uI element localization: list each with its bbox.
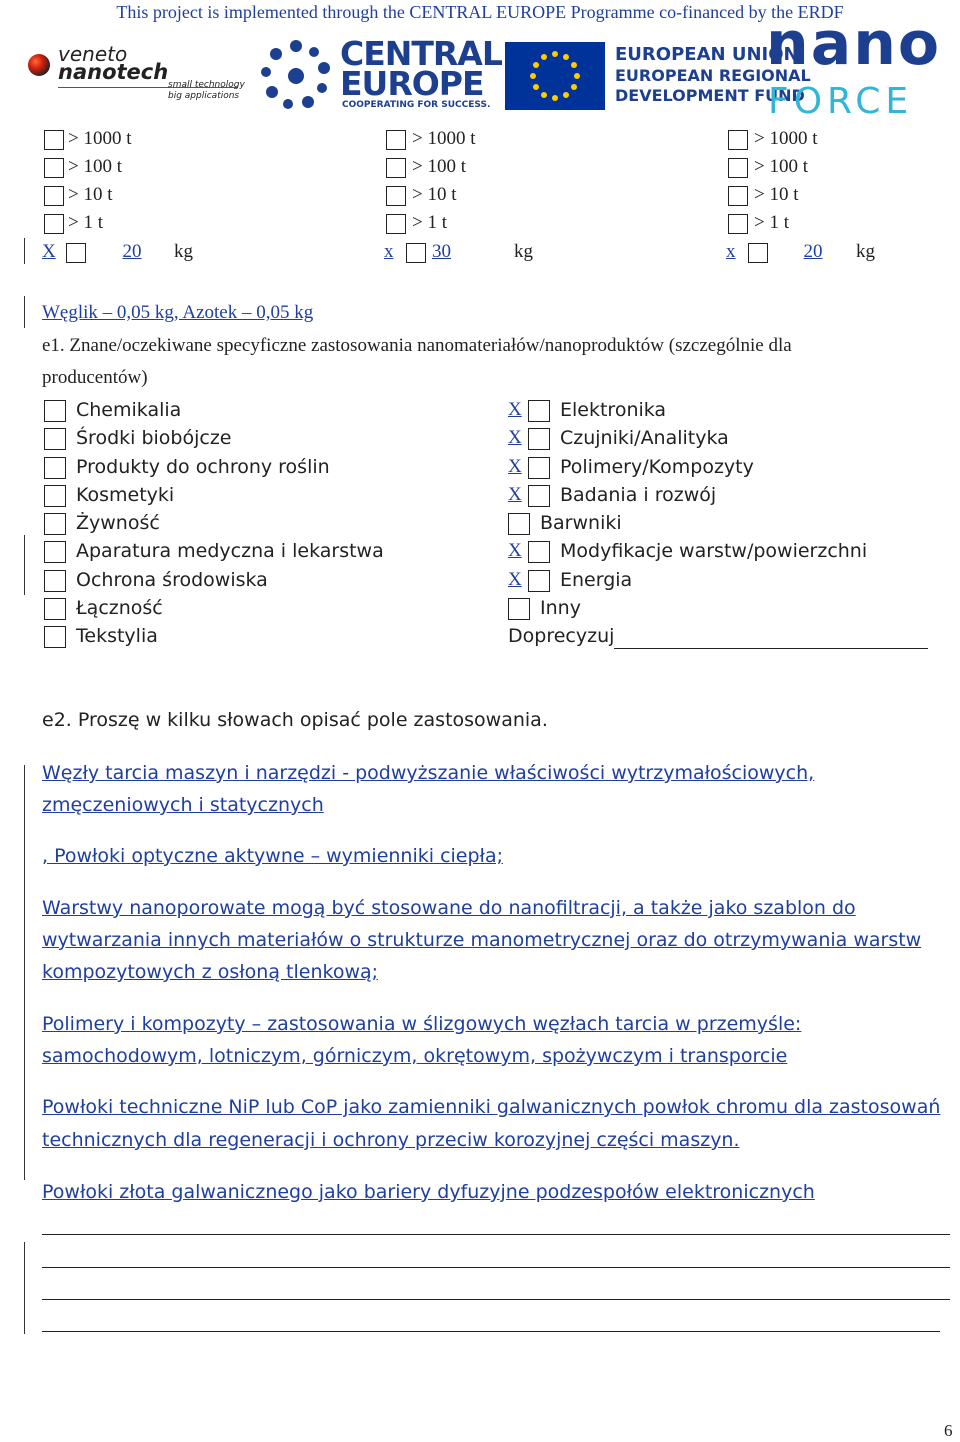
- amount-col2[interactable]: [432, 241, 508, 263]
- checkbox-tekstylia[interactable]: [44, 626, 66, 648]
- option-label: > 1 t: [754, 212, 789, 233]
- checkbox-energia[interactable]: [528, 570, 550, 592]
- option-label: > 1 t: [68, 212, 103, 233]
- amount-value: 30: [432, 241, 451, 262]
- amount-value: 20: [122, 241, 142, 262]
- checkbox-1t-col1[interactable]: [44, 214, 64, 234]
- item-label: Tekstylia: [76, 625, 158, 647]
- central-europe-logo: [256, 34, 502, 114]
- checkbox-10t-col2[interactable]: [386, 186, 406, 206]
- change-bar: [24, 535, 25, 595]
- eu-text-1: EUROPEAN UNION: [615, 44, 799, 65]
- checkbox-chemikalia[interactable]: [44, 400, 66, 422]
- checkbox-barwniki[interactable]: [508, 513, 530, 535]
- specify-label: Doprecyzuj: [508, 625, 615, 647]
- eu-text-3: DEVELOPMENT FUND: [615, 86, 805, 105]
- answer-line: zmęczeniowych i statycznych: [42, 794, 324, 816]
- specify-input-line[interactable]: [614, 648, 928, 649]
- mark-modyfikacje: X: [508, 540, 522, 561]
- checkbox-10t-col1[interactable]: [44, 186, 64, 206]
- checkbox-zywnosc[interactable]: [44, 513, 66, 535]
- answer-line: Powłoki techniczne NiP lub CoP jako zamienniki galwanicznych powłok chromu dla zastosowań: [42, 1096, 941, 1118]
- option-label: > 10 t: [754, 184, 799, 205]
- composition-note: Węglik – 0,05 kg, Azotek – 0,05 kg: [42, 302, 314, 323]
- checkbox-ochrona-srodowiska[interactable]: [44, 570, 66, 592]
- answer-line: technicznych dla regeneracji i ochrony przeciw korozyjnej części maszyn.: [42, 1129, 740, 1151]
- answer-line: Polimery i kompozyty – zastosowania w ślizgowych węzłach tarcia w przemyśle:: [42, 1013, 802, 1035]
- item-label: Czujniki/Analityka: [560, 427, 729, 449]
- answer-line: Węzły tarcia maszyn i narzędzi - podwyższanie właściwości wytrzymałościowych,: [42, 762, 815, 784]
- option-label: > 100 t: [754, 156, 808, 177]
- unit-col2: kg: [514, 241, 533, 262]
- checkbox-polimery[interactable]: [528, 457, 550, 479]
- checkbox-lacznosc[interactable]: [44, 598, 66, 620]
- change-bar: [24, 1242, 25, 1334]
- checkbox-badania[interactable]: [528, 485, 550, 507]
- amount-value: 20: [803, 241, 823, 262]
- e1-question-line1: e1. Znane/oczekiwane specyficzne zastosowania nanomateriałów/nanoproduktów (szczególnie dla: [42, 335, 792, 356]
- option-label: > 1 t: [412, 212, 447, 233]
- blank-answer-line[interactable]: [42, 1299, 950, 1300]
- item-label: Produkty do ochrony roślin: [76, 456, 330, 478]
- nanotech-text: nanotech: [58, 60, 169, 84]
- checkbox-100t-col1[interactable]: [44, 158, 64, 178]
- option-label: > 100 t: [412, 156, 466, 177]
- veneto-nanotech-logo: [22, 40, 245, 110]
- option-label: > 10 t: [68, 184, 113, 205]
- item-label: Żywność: [76, 512, 160, 534]
- sphere-icon: [28, 54, 50, 76]
- mark-polimery: X: [508, 456, 522, 477]
- checkbox-kg-col3[interactable]: [748, 243, 768, 263]
- e2-question: e2. Proszę w kilku słowach opisać pole zastosowania.: [42, 709, 548, 731]
- checkbox-1000t-col2[interactable]: [386, 130, 406, 150]
- blank-answer-line[interactable]: [42, 1234, 950, 1235]
- checkbox-kg-col1[interactable]: [66, 243, 86, 263]
- amount-col1[interactable]: [96, 241, 168, 263]
- option-label: > 100 t: [68, 156, 122, 177]
- checkbox-1t-col2[interactable]: [386, 214, 406, 234]
- option-label: > 1000 t: [412, 128, 476, 149]
- item-label: Modyfikacje warstw/powierzchni: [560, 540, 868, 562]
- checkbox-inny[interactable]: [508, 598, 530, 620]
- answer-line: Warstwy nanoporowate mogą być stosowane do nanofiltracji, a także jako szablon do: [42, 897, 856, 919]
- amount-col3[interactable]: [776, 241, 850, 263]
- force-text: FORCE: [768, 81, 914, 122]
- nano-text: nano: [766, 9, 942, 79]
- answer-line: samochodowym, lotniczym, górniczym, okrętowym, spożywczym i transporcie: [42, 1045, 788, 1067]
- mark-col1: X: [42, 241, 56, 262]
- mark-col2: x: [384, 241, 394, 262]
- checkbox-100t-col3[interactable]: [728, 158, 748, 178]
- checkbox-aparatura-medyczna[interactable]: [44, 541, 66, 563]
- star-swirl-icon: [256, 36, 336, 116]
- option-label: > 1000 t: [754, 128, 818, 149]
- checkbox-modyfikacje[interactable]: [528, 541, 550, 563]
- e1-question-line2: producentów): [42, 367, 148, 388]
- ce-europe-text: EUROPE: [340, 64, 484, 103]
- change-bar: [24, 765, 25, 1180]
- header-project-text: This project is implemented through the CENTRAL EUROPE Programme co-financed by the ERDF: [116, 2, 844, 22]
- ce-central-text: CENTRAL: [340, 34, 502, 73]
- checkbox-10t-col3[interactable]: [728, 186, 748, 206]
- eu-text-2: EUROPEAN REGIONAL: [615, 66, 811, 85]
- veneto-tagline-2: big applications: [168, 91, 240, 101]
- eu-flag: [505, 42, 605, 110]
- checkbox-ochrona-roslin[interactable]: [44, 457, 66, 479]
- mark-czujniki: X: [508, 427, 522, 448]
- item-label: Łączność: [76, 597, 163, 619]
- answer-line: kompozytowych z osłoną tlenkową;: [42, 961, 379, 983]
- option-label: > 1000 t: [68, 128, 132, 149]
- mark-badania: X: [508, 484, 522, 505]
- answer-line: Powłoki złota galwanicznego jako bariery dyfuzyjne podzespołów elektronicznych: [42, 1181, 815, 1203]
- eu-stars-icon: [505, 42, 605, 110]
- item-label: Energia: [560, 569, 633, 591]
- mark-energia: X: [508, 569, 522, 590]
- change-bar: [24, 296, 25, 328]
- checkbox-kosmetyki[interactable]: [44, 485, 66, 507]
- checkbox-czujniki[interactable]: [528, 428, 550, 450]
- mark-col3: x: [726, 241, 736, 262]
- change-bar: [24, 238, 25, 264]
- page-number: 6: [944, 1421, 953, 1440]
- item-label: Środki biobójcze: [76, 427, 232, 449]
- item-label: Aparatura medyczna i lekarstwa: [76, 540, 384, 562]
- checkbox-1000t-col1[interactable]: [44, 130, 64, 150]
- checkbox-kg-col2[interactable]: [406, 243, 426, 263]
- veneto-tagline-1: small technology: [168, 80, 245, 90]
- blank-answer-line[interactable]: [42, 1331, 940, 1332]
- answer-line: wytwarzania innych materiałów o strukturze manometrycznej oraz do otrzymywania warstw: [42, 929, 922, 951]
- unit-col3: kg: [856, 241, 875, 262]
- item-label: Kosmetyki: [76, 484, 175, 506]
- unit-col1: kg: [174, 241, 193, 262]
- mark-elektronika: X: [508, 399, 522, 420]
- item-label: Inny: [540, 597, 581, 619]
- checkbox-1t-col3[interactable]: [728, 214, 748, 234]
- item-label: Barwniki: [540, 512, 622, 534]
- checkbox-srodki-biobojcze[interactable]: [44, 428, 66, 450]
- answer-line: , Powłoki optyczne aktywne – wymienniki ciepła;: [42, 845, 503, 867]
- veneto-text: veneto: [58, 42, 128, 66]
- checkbox-100t-col2[interactable]: [386, 158, 406, 178]
- checkbox-elektronika[interactable]: [528, 400, 550, 422]
- item-label: Polimery/Kompozyty: [560, 456, 754, 478]
- blank-answer-line[interactable]: [42, 1267, 950, 1268]
- item-label: Badania i rozwój: [560, 484, 717, 506]
- checkbox-1000t-col3[interactable]: [728, 130, 748, 150]
- item-label: Elektronika: [560, 399, 667, 421]
- option-label: > 10 t: [412, 184, 457, 205]
- item-label: Ochrona środowiska: [76, 569, 268, 591]
- item-label: Chemikalia: [76, 399, 182, 421]
- ce-tagline: COOPERATING FOR SUCCESS.: [342, 100, 491, 110]
